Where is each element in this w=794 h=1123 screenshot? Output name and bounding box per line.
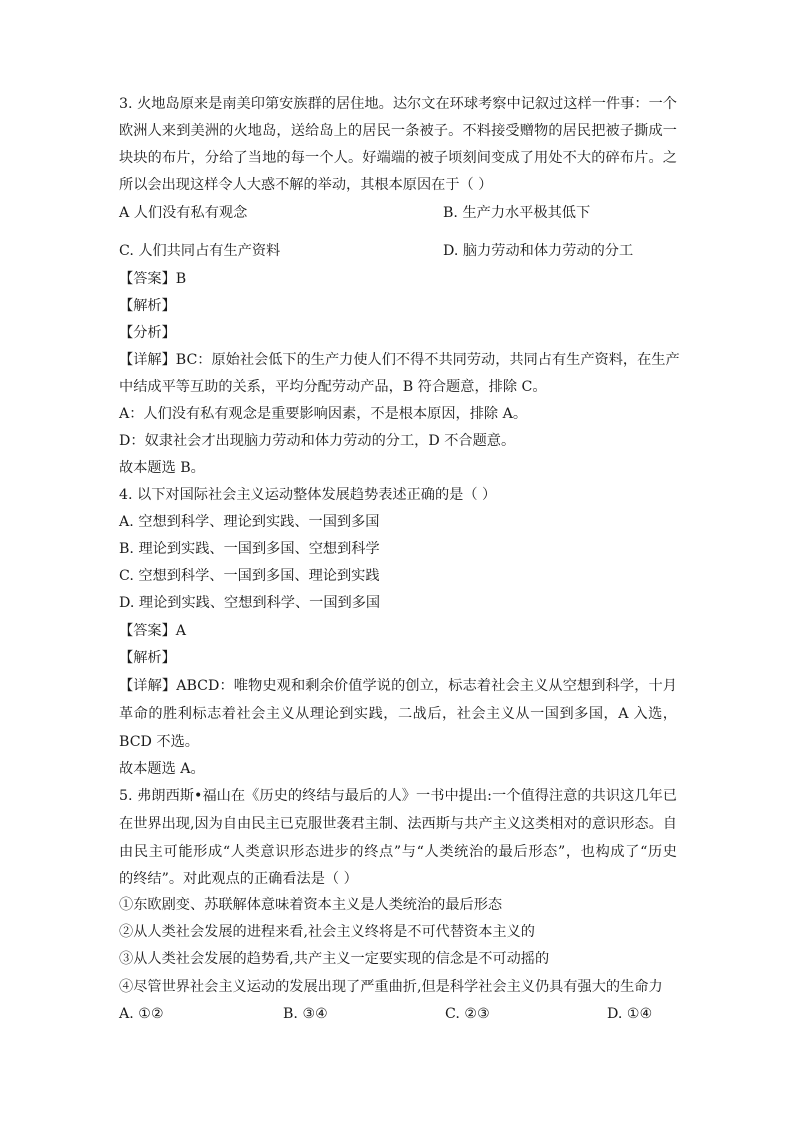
q3-option-b: B. 生产力水平极其低下	[443, 205, 591, 221]
q4-detail-line-2: 革命的胜利标志着社会主义从理论到实践，二战后，社会主义从一国到多国，A 入选，	[119, 706, 677, 722]
q5-option-b: B. ③④	[283, 1006, 328, 1022]
q3-stem-line-1: 3. 火地岛原来是南美印第安族群的居住地。达尔文在环球考察中记叙过这样一件事：一个	[119, 96, 677, 112]
q5-stem-line-1: 5. 弗朗西斯•福山在《历史的终结与最后的人》一书中提出:一个值得注意的共识这几年已	[119, 788, 677, 804]
q3-stem-line-4: 所以会出现这样令人大惑不解的举动，其根本原因在于（ ）	[119, 177, 493, 193]
q5-stem-line-4: 的终结”。对此观点的正确看法是（ ）	[119, 871, 358, 887]
q3-option-a: A 人们没有私有观念	[119, 205, 248, 221]
q3-stem-line-2: 欧洲人来到美洲的火地岛，送给岛上的居民一条被子。不料接受赠物的居民把被子撕成一	[119, 123, 677, 139]
q5-item-4: ④尽管世界社会主义运动的发展出现了严重曲折,但是科学社会主义仍具有强大的生命力	[119, 979, 663, 995]
q3-answer: 【答案】B	[119, 271, 187, 287]
q5-option-a: A. ①②	[119, 1006, 164, 1022]
q3-option-c: C. 人们共同占有生产资料	[119, 243, 281, 259]
q5-stem-line-2: 在世界出现,因为自由民主已克服世袭君主制、法西斯与共产主义这类相对的意识形态。自	[119, 816, 677, 832]
q5-option-c: C. ②③	[445, 1006, 490, 1022]
q3-detail-line-2: 中结成平等互助的关系，平均分配劳动产品，B 符合题意，排除 C。	[119, 379, 547, 395]
q4-option-d: D. 理论到实践、空想到科学、一国到多国	[119, 595, 381, 611]
q3-detail-line-1: 【详解】BC：原始社会低下的生产力使人们不得不共同劳动，共同占有生产资料，在生产	[119, 352, 680, 368]
q4-analysis-label: 【解析】	[119, 650, 176, 666]
q4-answer: 【答案】A	[119, 623, 186, 639]
q5-stem-line-3: 由民主可能形成“人类意识形态进步的终点”与“人类统治的最后形态”，也构成了“历史	[119, 844, 677, 860]
q4-option-a: A. 空想到科学、理论到实践、一国到多国	[119, 514, 380, 530]
q3-stem-line-3: 块块的布片，分给了当地的每一个人。好端端的被子顷刻间变成了用处不大的碎布片。之	[119, 150, 677, 166]
q4-detail-line-4: 故本题选 A。	[119, 761, 205, 777]
q3-detail-line-5: 故本题选 B。	[119, 460, 205, 476]
q4-detail-line-1: 【详解】ABCD：唯物史观和剩余价值学说的创立，标志着社会主义从空想到科学，十月	[119, 678, 677, 694]
q3-analysis-label: 【解析】	[119, 298, 176, 314]
q3-option-d: D. 脑力劳动和体力劳动的分工	[443, 243, 634, 259]
q3-detail-line-3: A：人们没有私有观念是重要影响因素，不是根本原因，排除 A。	[119, 406, 528, 422]
q5-item-2: ②从人类社会发展的进程来看,社会主义终将是不可代替资本主义的	[119, 924, 535, 940]
q4-option-b: B. 理论到实践、一国到多国、空想到科学	[119, 541, 380, 557]
q5-item-1: ①东欧剧变、苏联解体意味着资本主义是人类统治的最后形态	[119, 897, 503, 913]
q5-item-3: ③从人类社会发展的趋势看,共产主义一定要实现的信念是不可动摇的	[119, 951, 550, 967]
q5-option-d: D. ①④	[607, 1006, 653, 1022]
q4-stem: 4. 以下对国际社会主义运动整体发展趋势表述正确的是（ ）	[119, 487, 497, 503]
q4-detail-line-3: BCD 不选。	[119, 734, 199, 750]
q3-detail-line-4: D：奴隶社会才出现脑力劳动和体力劳动的分工，D 不合题意。	[119, 433, 516, 449]
q4-option-c: C. 空想到科学、一国到多国、理论到实践	[119, 568, 380, 584]
q3-fenxi-label: 【分析】	[119, 325, 176, 341]
